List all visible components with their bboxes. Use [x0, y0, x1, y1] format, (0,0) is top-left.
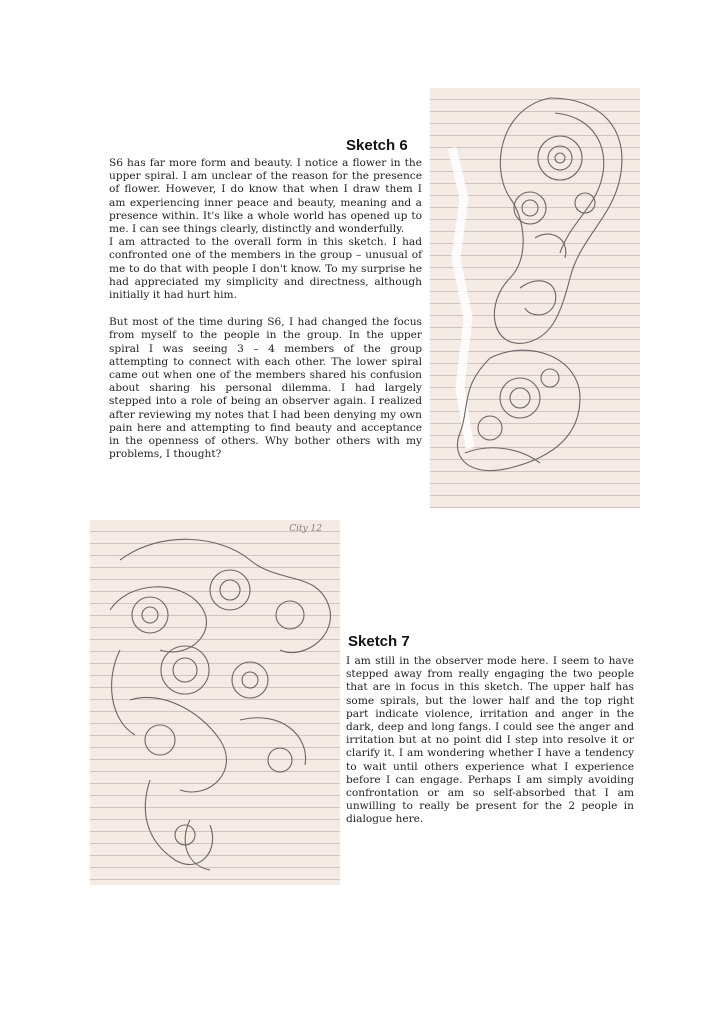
sketch-6-paragraph-2: I am attracted to the overall form in this sketch. I had confronted one of the members in the group – unusual of me to do that with people I don't know. To my surprise he had appreciated my simplicity and directness, although initially it had hurt him. [109, 236, 422, 302]
sketch-6-paragraph-3: But most of the time during S6, I had changed the focus from myself to the people in the group. In the upper spiral I was seeing 3 – 4 members of the group attempting to connect with each other. The lower spiral came out when one of the members shared his confusion about sharing his personal dilemma. I had largely stepped into a role of being an observer again. I realized after reviewing my notes that I had been denying my own pain here and attempting to find beauty and acceptance in the openness of others. Why bother others with my problems, I thought? [109, 316, 422, 461]
sketch-7-image [90, 520, 340, 885]
sketch-7-heading: Sketch 7 [348, 633, 410, 650]
sketch-7-body [346, 655, 634, 827]
sketch-6-paragraph-1: S6 has far more form and beauty. I notice a flower in the upper spiral. I am unclear of the reason for the presence of flower. However, I do know that when I draw them I am experiencing inner peace and beauty, meaning and a presence within. It's like a whole world has opened up to me. I can see things clearly, distinctly and wonderfully. [109, 157, 422, 236]
sketch-6-body [109, 157, 422, 461]
sketch-6-heading: Sketch 6 [346, 137, 408, 154]
sketch-7-paragraph: I am still in the observer mode here. I seem to have stepped away from really engaging the two people that are in focus in this sketch. The upper half has some spirals, but the lower half and the top right part indicate violence, irritation and anger in the dark, deep and long fangs. I could see the anger and irritation but at no point did I step into resolve it or clarify it. I am wondering whether I have a tendency to wait until others experience what I experience before I can engage. Perhaps I am simply avoiding confrontation or am so self-absorbed that I am unwilling to really be present for the 2 people in dialogue here. [346, 655, 634, 826]
sketch-7-corner-note: City 12 [289, 524, 322, 534]
sketch-6-image [430, 88, 640, 508]
